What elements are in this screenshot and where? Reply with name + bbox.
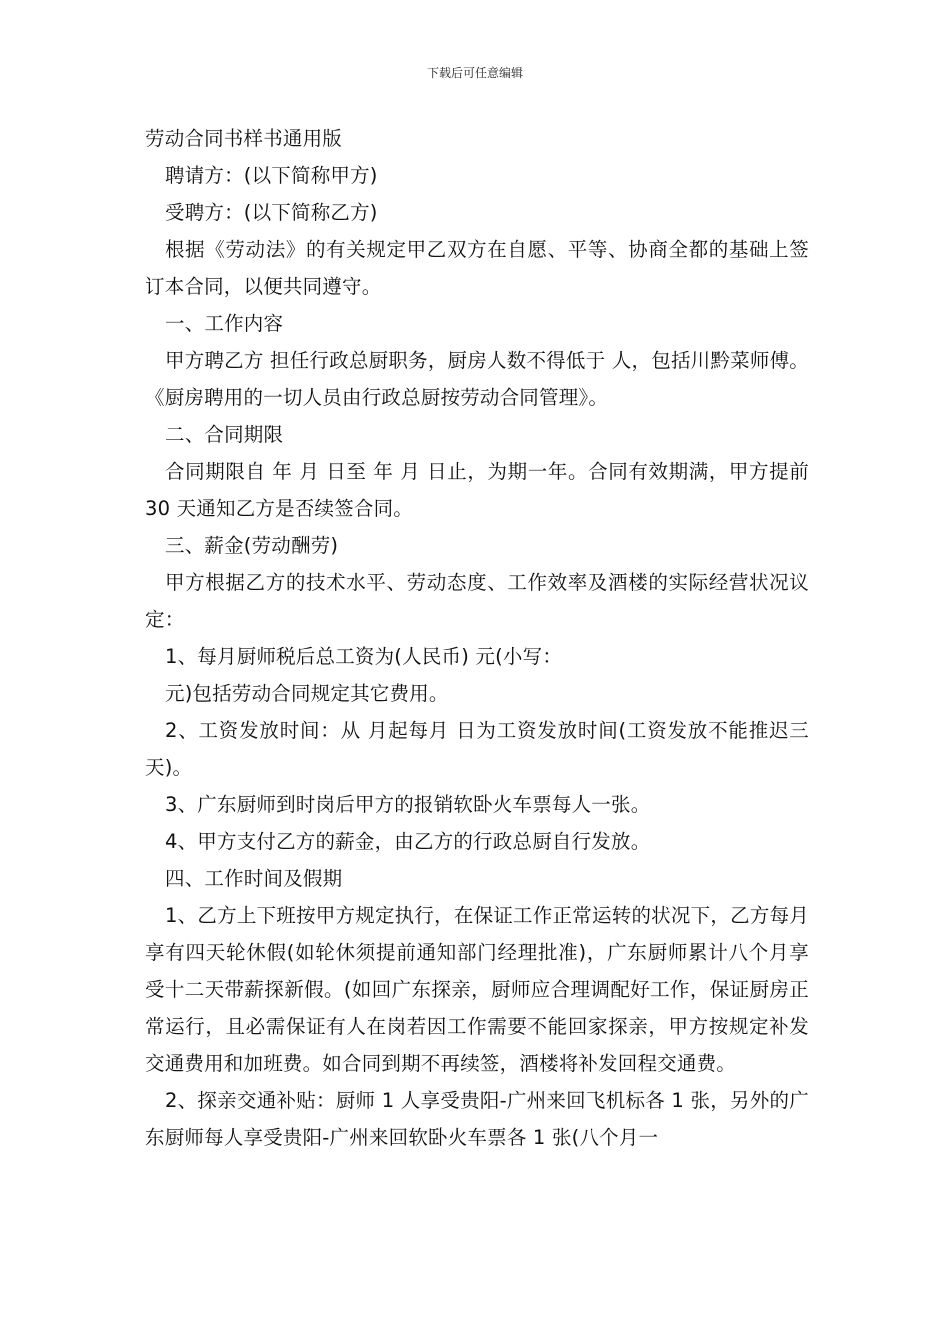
section-heading-4: 四、工作时间及假期 (165, 867, 343, 890)
employer-line: 聘请方：(以下简称甲方) (165, 164, 378, 187)
salary-intro-paragraph: 甲方根据乙方的技术水平、劳动态度、工作效率及酒楼的实际经营状况议定： (145, 571, 809, 631)
document-body (145, 120, 809, 1156)
page-header-note: 下载后可任意编辑 (426, 66, 523, 80)
salary-item-1: 1、每月厨师税后总工资为(人民币) 元(小写： (165, 645, 563, 668)
salary-item-4: 4、甲方支付乙方的薪金，由乙方的行政总厨自行发放。 (165, 830, 651, 853)
salary-item-1-continued: 元)包括劳动合同规定其它费用。 (165, 682, 449, 705)
section-heading-2: 二、合同期限 (165, 423, 284, 446)
intro-paragraph: 根据《劳动法》的有关规定甲乙双方在自愿、平等、协商全都的基础上签订本合同，以便共同遵守。 (145, 238, 809, 298)
section-heading-3: 三、薪金(劳动酬劳) (165, 534, 339, 557)
section-heading-1: 一、工作内容 (165, 312, 284, 335)
work-time-item-1: 1、乙方上下班按甲方规定执行，在保证工作正常运转的状况下，乙方每月享有四天轮休假(如轮休须提前通知部门经理批准)，广东厨师累计八个月享受十二天带薪探新假。(如回广东探亲，厨师应合理调配好工作，保证厨房正常运行，且必需保证有人在岗若因工作需要不能回家探亲，甲方按规定补发交通费用和加班费。如合同到期不再续签，酒楼将补发回程交通费。 (145, 904, 809, 1075)
employee-line: 受聘方：(以下简称乙方) (165, 201, 378, 224)
contract-term-paragraph: 合同期限自 年 月 日至 年 月 日止，为期一年。合同有效期满，甲方提前 30 天通知乙方是否续签合同。 (145, 460, 809, 520)
work-content-paragraph: 甲方聘乙方 担任行政总厨职务，厨房人数不得低于 人，包括川黔菜师傅。《厨房聘用的一切人员由行政总厨按劳动合同管理》。 (145, 349, 809, 409)
salary-item-2: 2、工资发放时间：从 月起每月 日为工资发放时间(工资发放不能推迟三天)。 (145, 719, 809, 779)
document-title: 劳动合同书样书通用版 (145, 127, 343, 150)
salary-item-3: 3、广东厨师到时岗后甲方的报销软卧火车票每人一张。 (165, 793, 651, 816)
work-time-item-2: 2、探亲交通补贴：厨师 1 人享受贵阳-广州来回飞机标各 1 张，另外的广东厨师每人享受贵阳-广州来回软卧火车票各 1 张(八个月一 (145, 1089, 809, 1149)
